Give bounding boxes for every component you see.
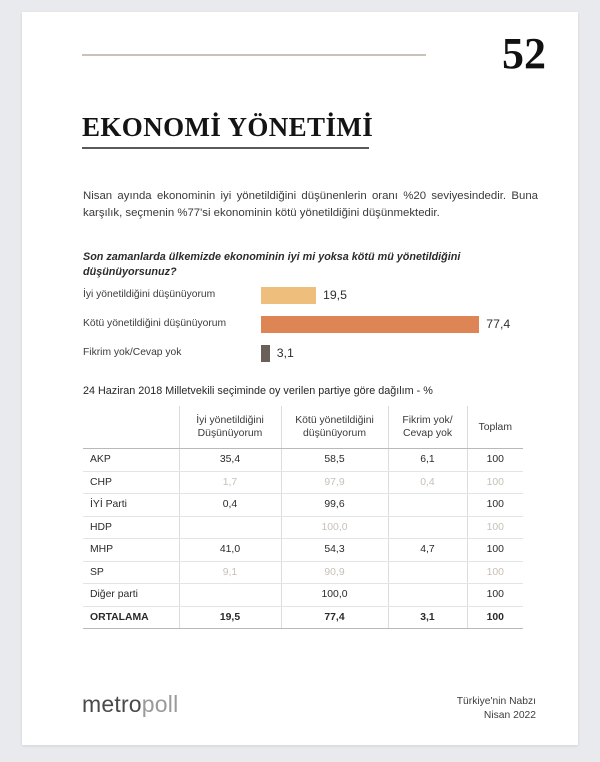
table-cell-fikir [388,584,467,607]
footer-series-name: Türkiye'nin Nabzı [456,696,536,707]
table-header-line: İyi yönetildiğini [196,415,264,426]
bar-row [83,286,543,315]
bar-label: Fikrim yok/Cevap yok [83,347,182,358]
page-number: 52 [502,29,546,78]
table-cell-kotu: 58,5 [281,449,388,472]
bar-label: İyi yönetildiğini düşünüyorum [83,289,216,300]
page-title: EKONOMİ YÖNETİMİ [82,112,374,142]
table-cell-toplam: 100 [467,516,523,539]
brand-logo-light: poll [141,691,179,717]
table-cell-party: HDP [83,516,179,539]
page-header [22,12,578,107]
table-cell-party: CHP [83,471,179,494]
intro-paragraph: Nisan ayında ekonominin iyi yönetildiğini düşünenlerin oranı %20 seviyesindedir. Buna karşılık, seçmenin %77'si ekonominin kötü yönetildiğini düşünmektedir. [83,190,538,219]
table-header-corner [83,406,179,449]
table-cell-party: SP [83,561,179,584]
footer-date: Nisan 2022 [483,710,536,721]
header-divider [82,54,426,56]
table-cell-toplam: 100 [467,561,523,584]
table-cell-party: AKP [83,449,179,472]
report-page [22,12,578,745]
table-cell-fikir: 0,4 [388,471,467,494]
table-cell-party: İYİ Parti [83,494,179,517]
bar-track [261,316,543,333]
table-row [83,606,523,629]
table-body [83,449,523,629]
table-header-line: Toplam [478,421,512,433]
breakdown-table [83,406,523,629]
table-cell-toplam: 100 [467,584,523,607]
table-cell-toplam: 100 [467,539,523,562]
table-cell-kotu: 97,9 [281,471,388,494]
table-cell-kotu: 99,6 [281,494,388,517]
table-header-line: Düşünüyorum [197,428,263,439]
table-row [83,561,523,584]
table-header-line: düşünüyorum [303,428,366,439]
table-cell-party: ORTALAMA [83,606,179,629]
bar-value: 77,4 [486,317,511,331]
table-caption: 24 Haziran 2018 Milletvekili seçiminde oy verilen partiye göre dağılım - % [83,385,433,397]
bar-label: Kötü yönetildiğini düşünüyorum [83,318,227,329]
bar-fill [261,287,316,304]
bar-track [261,287,543,304]
bar-value: 3,1 [276,346,294,360]
brand-logo-dark: metro [82,691,142,717]
table-cell-iyi: 1,7 [179,471,281,494]
bar-chart [83,286,543,373]
table-header [83,406,523,449]
footer-meta [457,695,536,723]
bar-value: 19,5 [322,288,347,302]
table-cell-party: Diğer parti [83,584,179,607]
table-row [83,539,523,562]
table-row [83,494,523,517]
table-cell-kotu: 77,4 [281,606,388,629]
table-cell-fikir [388,561,467,584]
table-row [83,584,523,607]
page-footer [22,675,578,745]
table-cell-toplam: 100 [467,471,523,494]
table-cell-toplam: 100 [467,494,523,517]
table-cell-kotu: 100,0 [281,584,388,607]
table-header-cell [467,406,523,449]
table-cell-kotu: 90,9 [281,561,388,584]
table-cell-party: MHP [83,539,179,562]
table-header-cell [281,406,388,449]
table-cell-fikir [388,494,467,517]
table-cell-iyi: 35,4 [179,449,281,472]
bar-row [83,344,543,373]
brand-logo [82,691,178,718]
table-header-line: Kötü yönetildiğini [295,415,374,426]
table-row [83,516,523,539]
table-cell-fikir: 4,7 [388,539,467,562]
bar-track [261,345,543,362]
table-cell-toplam: 100 [467,606,523,629]
title-block [82,110,382,149]
table-row [83,449,523,472]
table-header-line: Cevap yok [402,428,453,439]
table-cell-fikir: 6,1 [388,449,467,472]
table-cell-iyi [179,516,281,539]
bar-fill [261,345,270,362]
table-cell-iyi: 9,1 [179,561,281,584]
table-cell-iyi: 0,4 [179,494,281,517]
title-underline [82,147,369,149]
table-header-line: Fikrim yok/ [402,415,453,426]
bar-row [83,315,543,344]
table-cell-iyi: 41,0 [179,539,281,562]
table-cell-toplam: 100 [467,449,523,472]
table-header-cell [179,406,281,449]
table-cell-kotu: 100,0 [281,516,388,539]
table-header-cell [388,406,467,449]
table-cell-kotu: 54,3 [281,539,388,562]
table-row [83,471,523,494]
table-cell-iyi: 19,5 [179,606,281,629]
survey-question: Son zamanlarda ülkemizde ekonominin iyi mi yoksa kötü mü yönetildiğini düşünüyorsunuz? [83,251,461,278]
table-header-row [83,406,523,449]
table-cell-fikir [388,516,467,539]
table-cell-fikir: 3,1 [388,606,467,629]
bar-fill [261,316,479,333]
table-cell-iyi [179,584,281,607]
